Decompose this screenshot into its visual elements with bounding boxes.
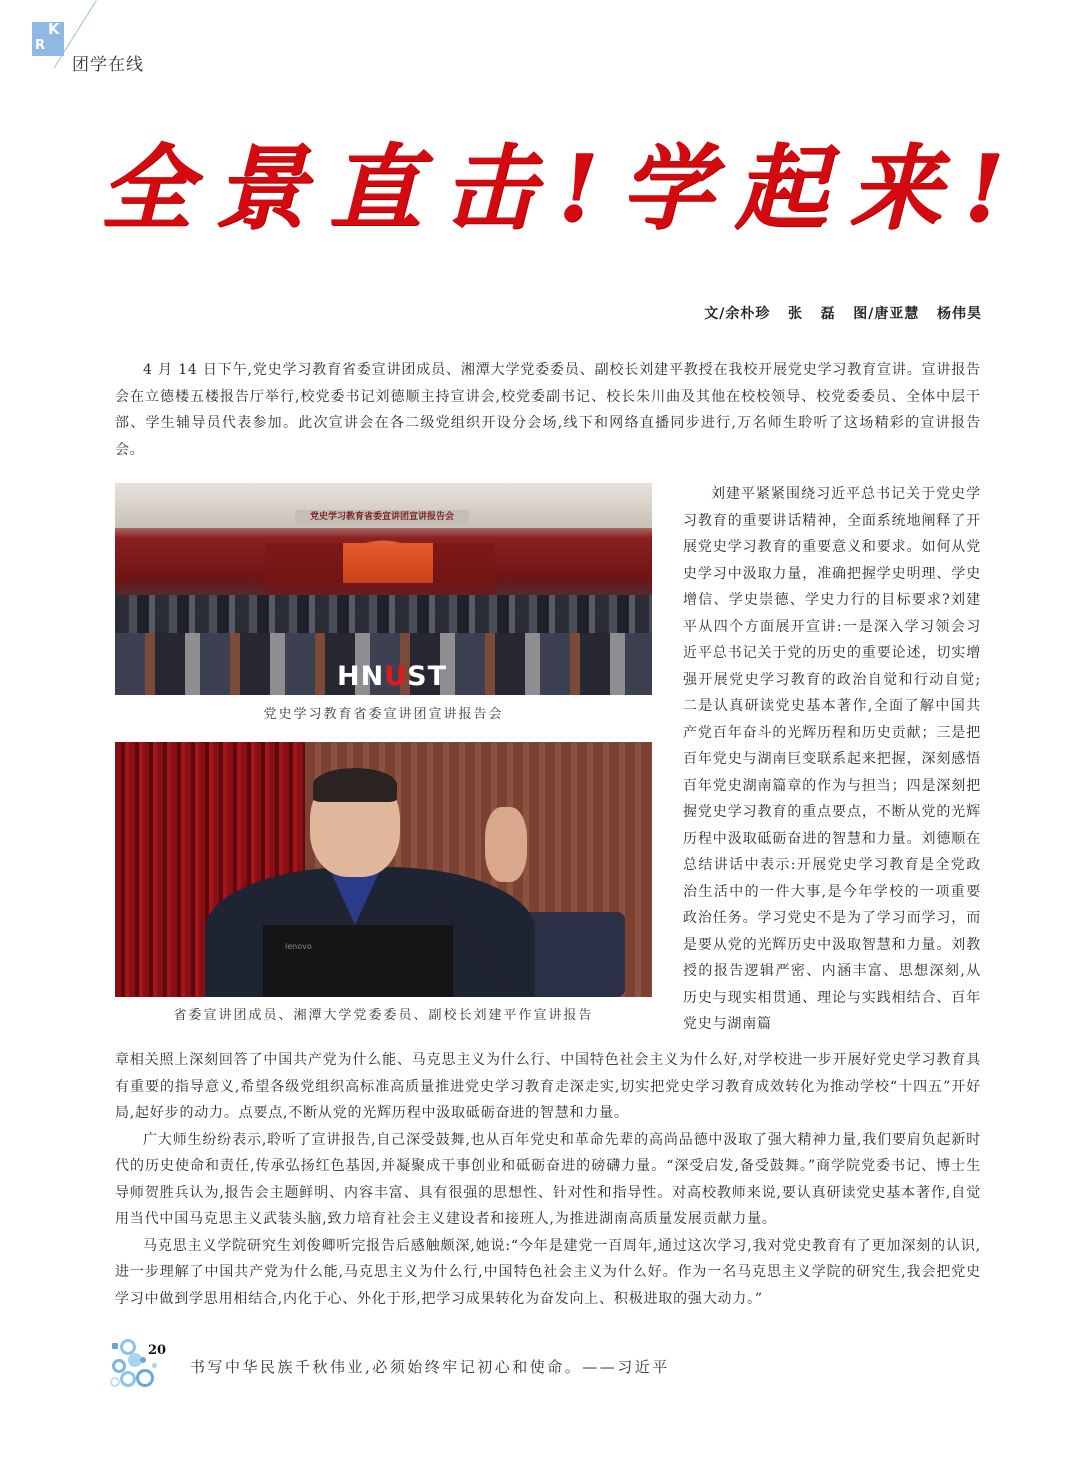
logo-letter-r: R bbox=[35, 38, 46, 53]
title-char: 全 bbox=[100, 134, 199, 242]
paragraph-reactions: 广大师生纷纷表示,聆听了宣讲报告,自己深受鼓舞,也从百年党史和革命先辈的高尚品德中汲取了强大精神力量,我们要肩负起新时代的历史使命和责任,传承弘扬红色基因,并凝聚成干事创业和砥砺奋进的磅礴力量。“深受启发,备受鼓舞。”商学院党委书记、博士生导师贺胜兵认为,报告会主题鲜明、内容丰富、具有很强的思想性、针对性和指导性。对高校教师来说,要认真研读党史基本著作,自觉用当代中国马克思主义武装头脑,致力培育社会主义建设者和接班人,为推进湖南高质量发展贡献力量。 bbox=[115, 1131, 981, 1227]
title-char: ! bbox=[963, 134, 1010, 242]
photo-speaker-hair bbox=[313, 768, 397, 802]
paragraph-student: 马克思主义学院研究生刘俊卿听完报告后感触颇深,她说:“今年是建党一百周年,通过这次学习,我对党史教育有了更加深刻的认识,进一步理解了中国共产党为什么能,马克思主义为什么行,中国特色社会主义为什么好。作为一名马克思主义学院的研究生,我会把党史学习中做到学思用相结合,内化于心、外化于形,把学习成果转化为奋发向上、积极进取的强大动力。” bbox=[115, 1237, 981, 1307]
photo-caption-1: 党史学习教育省委宣讲团宣讲报告会 bbox=[263, 707, 504, 722]
title-char: 直 bbox=[328, 134, 427, 242]
title-char: ! bbox=[557, 134, 604, 242]
paragraph-continued: 章相关照上深刻回答了中国共产党为什么能、马克思主义为什么行、中国特色社会主义为什么好,对学校进一步开展好党史学习教育具有重要的指导意义,希望各级党组织高标准高质量推进党史学习教育走深走实,切实把党史学习教育成效转化为推动学校“十四五”开好局,起好步的动力。点要点,不断从党的光辉历程中汲取砥砺奋进的智慧和力量。 bbox=[115, 1052, 981, 1121]
photo-speaker-hand bbox=[485, 807, 527, 882]
article-title bbox=[100, 128, 1010, 248]
watermark-prefix: HN bbox=[337, 661, 385, 692]
title-char: 起 bbox=[734, 134, 833, 242]
photo-lecture-hall bbox=[115, 483, 652, 695]
title-char: 景 bbox=[214, 134, 313, 242]
watermark-suffix: ST bbox=[407, 661, 448, 692]
section-name: 团学在线 bbox=[72, 55, 144, 75]
title-char: 来 bbox=[849, 134, 948, 242]
logo-letter-k: K bbox=[48, 20, 60, 38]
hnust-watermark bbox=[337, 661, 447, 692]
paragraph-intro: 4 月 14 日下午,党史学习教育省委宣讲团成员、湘潭大学党委委员、副校长刘建平教授在我校开展党史学习教育宣讲。宣讲报告会在立德楼五楼报告厅举行,校党委书记刘德顺主持宣讲会,校党委副书记、校长朱川曲及其他在校校领导、校党委委员、全体中层干部、学生辅导员代表参加。此次宣讲会在各二级党组织开设分会场,线下和网络直播同步进行,万名师生聆听了这场精彩的宣讲报告会。 bbox=[115, 362, 981, 458]
photo-screen bbox=[343, 543, 433, 583]
title-char: 学 bbox=[620, 134, 719, 242]
byline: 文/余朴珍 张 磊 图/唐亚慧 杨伟昊 bbox=[704, 306, 982, 322]
page-number: 20 bbox=[148, 1343, 167, 1358]
photo-banner: 党史学习教育省委宣讲团宣讲报告会 bbox=[295, 510, 469, 524]
article-continuation bbox=[115, 1047, 981, 1312]
footer-quote: 书写中华民族千秋伟业,必须始终牢记初心和使命。——习近平 bbox=[190, 1358, 670, 1376]
title-char: 击 bbox=[443, 134, 542, 242]
paragraph-side-column: 刘建平紧紧围绕习近平总书记关于党史学习教育的重要讲话精神，全面系统地阐释了开展党史学习教育的重要意义和要求。如何从党史学习中汲取力量，准确把握学史明理、学史增信、学史崇德、学史力行的目标要求?刘建平从四个方面展开宣讲:一是深入学习领会习近平总书记关于党的历史的重要论述，切实增强开展党史学习教育的政治自觉和行动自觉;二是认真研读党史基本著作,全面了解中国共产党百年奋斗的光辉历程和历史贡献；三是把百年党史与湖南巨变联系起来把握，深刻感悟百年党史湖南篇章的作为与担当；四是深刻把握党史学习教育的重点要点，不断从党的光辉历程中汲取砥砺奋进的智慧和力量。刘德顺在总结讲话中表示:开展党史学习教育是全党政治生活中的一件大事,是今年学校的一项重要政治任务。学习党史不是为了学习而学习，而是要从党的光辉历史中汲取智慧和力量。刘教授的报告逻辑严密、内涵丰富、思想深刻,从历史与现实相贯通、理论与实践相结合、百年党史与湖南篇 bbox=[683, 486, 981, 1032]
photo-speaker bbox=[115, 742, 652, 997]
watermark-highlight: U bbox=[384, 661, 408, 692]
photo-laptop bbox=[263, 925, 453, 997]
photo-caption-2: 省委宣讲团成员、湘潭大学党委委员、副校长刘建平作宣讲报告 bbox=[173, 1008, 594, 1023]
laptop-brand: lenovo bbox=[285, 942, 312, 951]
